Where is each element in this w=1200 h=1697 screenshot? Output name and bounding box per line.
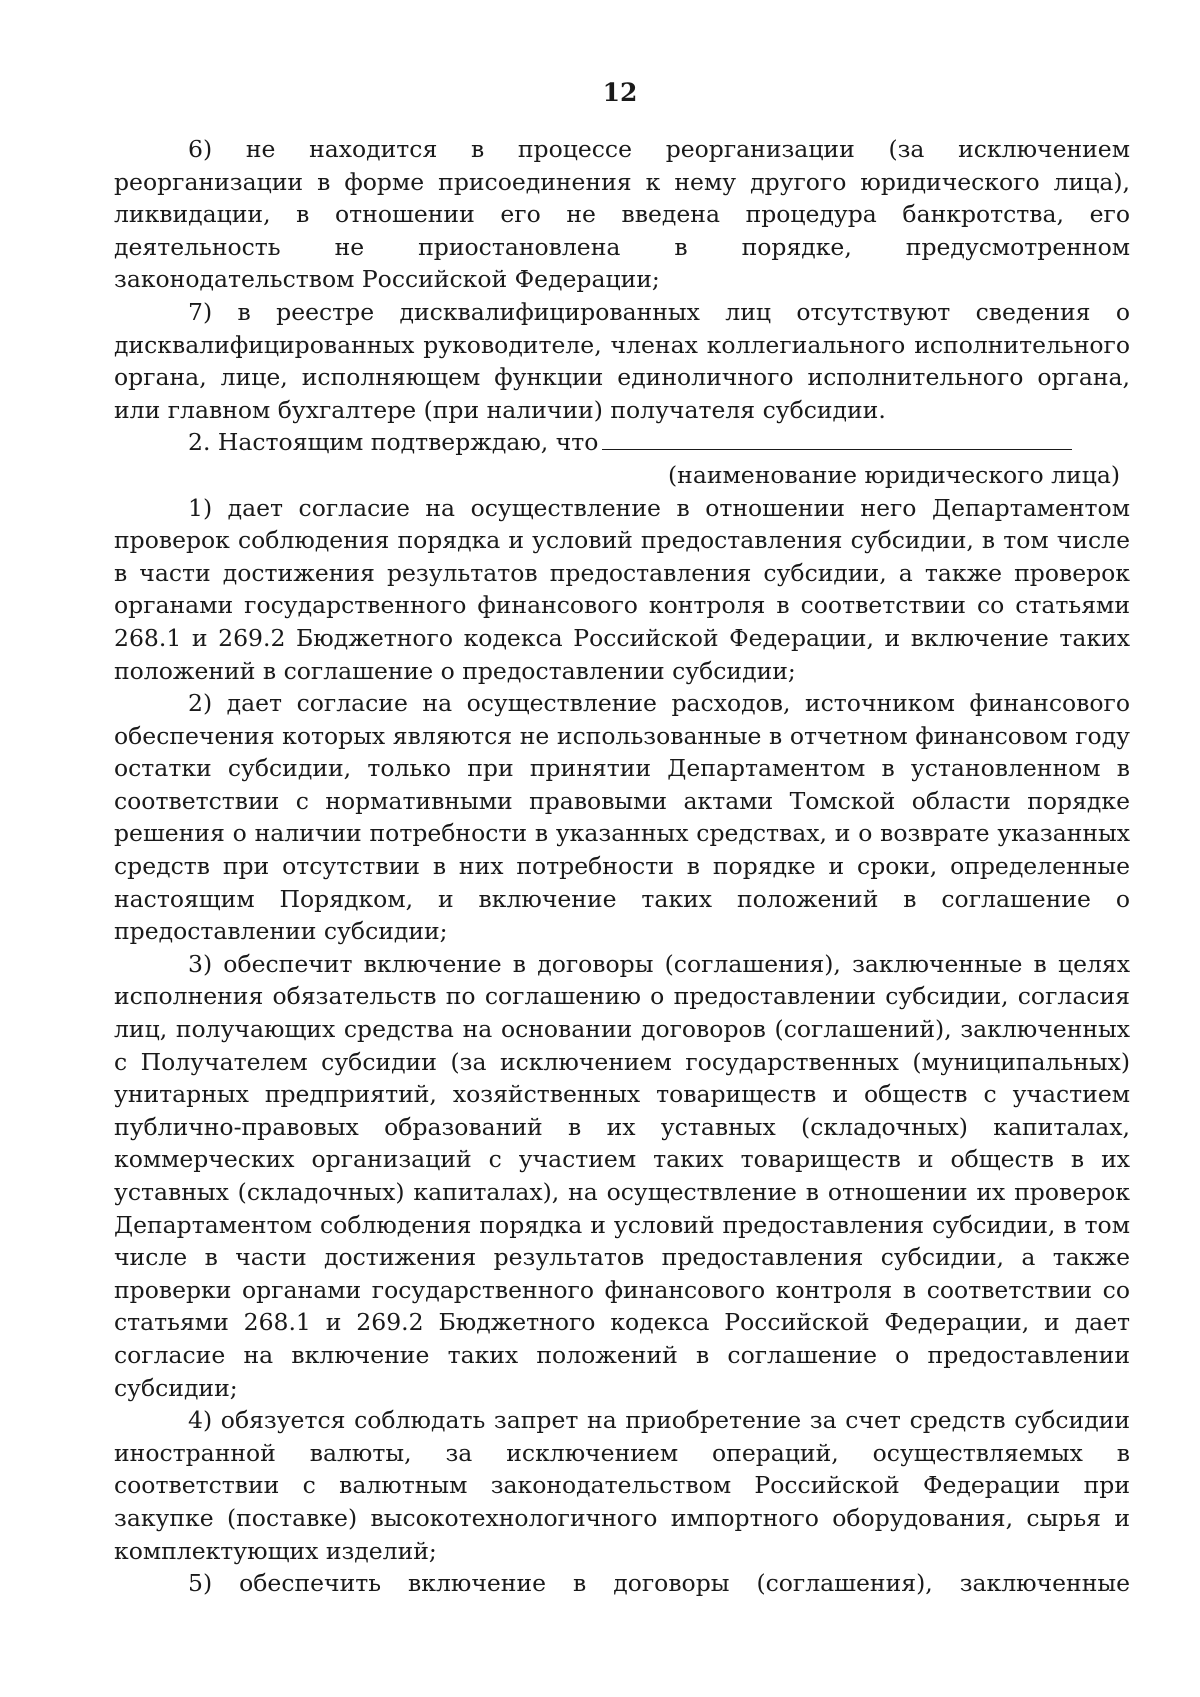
- section-2-lead: [114, 426, 1130, 459]
- consent-item-5: 5) обеспечить включение в договоры (соглашения), заключенные: [188, 1569, 1130, 1598]
- consent-item-2: 2) дает согласие на осуществление расходов, источником финансового обеспечения которых являются не использованные в отчетном финансовом году остатки субсидии, только при принятии Департаментом в установленном в соответствии с нормативными правовыми актами Томской области порядке решения о наличии потребности в указанных средствах, и о возврате указанных средств при отсутствии в них потребности в порядке и сроки, определенные настоящим Порядком, и включение таких положений в соглашение о предоставлении субсидии;: [114, 689, 1130, 946]
- consent-item-4: 4) обязуется соблюдать запрет на приобретение за счет средств субсидии иностранной валюты, за исключением операций, осуществляемых в соответствии с валютным законодательством Российской Федерации при закупке (поставке) высокотехнологичного импортного оборудования, сырья и комплектующих изделий;: [114, 1406, 1130, 1565]
- page-number: 12: [602, 78, 638, 107]
- consent-item-1: 1) дает согласие на осуществление в отношении него Департаментом проверок соблюдения порядка и условий предоставления субсидии, в том числе в части достижения результатов предоставления субсидии, а также проверок органами государственного финансового контроля в соответствии со статьями 268.1 и 269.2 Бюджетного кодекса Российской Федерации, и включение таких положений в соглашение о предоставлении субсидии;: [114, 493, 1130, 685]
- document-body: [114, 133, 1130, 1600]
- paragraph-item-7: 7) в реестре дисквалифицированных лиц отсутствуют сведения о дисквалифицированных руководителе, членах коллегиального исполнительного органа, лице, исполняющем функции единоличного исполнительного органа, или главном бухгалтере (при наличии) получателя субсидии.: [114, 297, 1130, 424]
- paragraph-item-6: 6) не находится в процессе реорганизации (за исключением реорганизации в форме присоединения к нему другого юридического лица), ликвидации, в отношении его не введена процедура банкротства, его деятельность не приостановлена в порядке, предусмотренном законодательством Российской Федерации;: [114, 135, 1130, 294]
- entity-name-caption: (наименование юридического лица): [668, 460, 1120, 489]
- section-2-lead-text: 2. Настоящим подтверждаю, что: [188, 428, 599, 457]
- entity-name-blank-field[interactable]: [602, 427, 1072, 450]
- consent-item-3: 3) обеспечит включение в договоры (соглашения), заключенные в целях исполнения обязательств по соглашению о предоставлении субсидии, согласия лиц, получающих средства на основании договоров (соглашений), заключенных с Получателем субсидии (за исключением государственных (муниципальных) унитарных предприятий, хозяйственных товариществ и обществ с участием публично-правовых образований в их уставных (складочных) капиталах, коммерческих организаций с участием таких товариществ и обществ в их уставных (складочных) капиталах), на осуществление в отношении их проверок Департаментом соблюдения порядка и условий предоставления субсидии, в том числе в части достижения результатов предоставления субсидии, а также проверки органами государственного финансового контроля в соответствии со статьями 268.1 и 269.2 Бюджетного кодекса Российской Федерации, и дает согласие на включение таких положений в соглашение о предоставлении субсидии;: [114, 949, 1130, 1402]
